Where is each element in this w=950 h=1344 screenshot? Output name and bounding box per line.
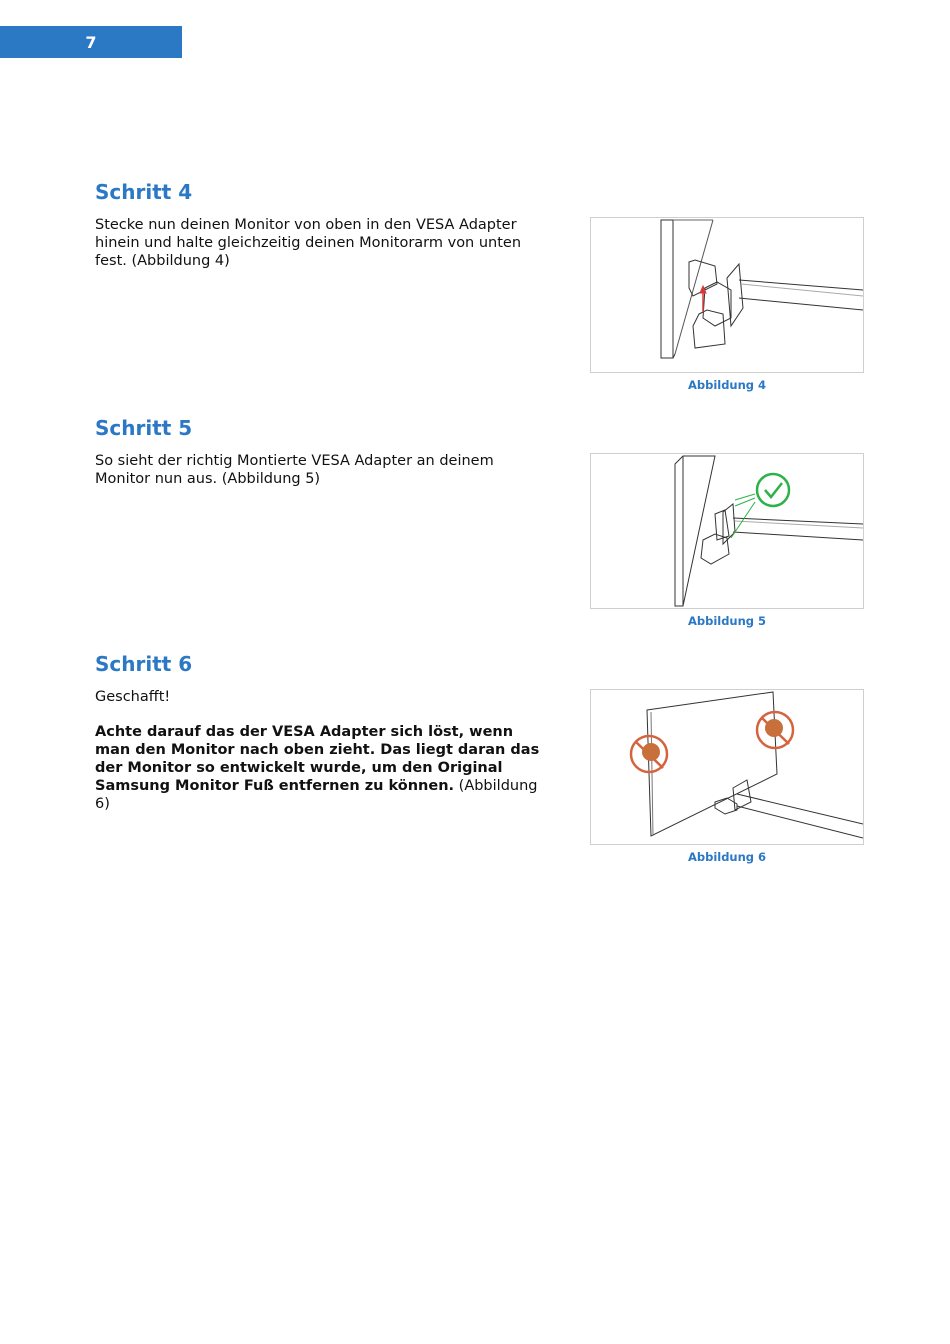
step-6-warning-bold: Achte darauf das der VESA Adapter sich löst, wenn man den Monitor nach oben zieht. Das liegt daran das der Monitor so entwickelt wurde, um den Original Samsung Monitor Fuß entfernen zu können.	[95, 724, 540, 794]
step-4-section	[95, 180, 875, 392]
step-5-paragraph: So sieht der richtig Montierte VESA Adapter an deinem Monitor nun aus. (Abbildung 5)	[95, 453, 494, 487]
step-4-text	[95, 216, 545, 287]
figure-5-caption: Abbildung 5	[687, 614, 767, 628]
step-6-title: Schritt 6	[95, 652, 193, 676]
figure-4-illustration	[590, 217, 864, 373]
figure-6-caption: Abbildung 6	[687, 850, 767, 864]
step-6-section	[95, 652, 875, 864]
step-6-warning-reference: (Abbildung 6)	[95, 778, 538, 812]
figure-5-illustration	[590, 453, 864, 609]
page-number: 7	[85, 32, 97, 52]
page-number-tab	[0, 26, 182, 58]
step-6-intro: Geschafft!	[95, 689, 171, 705]
figure-4-caption: Abbildung 4	[687, 378, 767, 392]
step-5-title: Schritt 5	[95, 416, 193, 440]
step-5-text	[95, 452, 545, 505]
figure-6-illustration	[590, 689, 864, 845]
step-6-text	[95, 688, 545, 830]
step-6-warning	[95, 723, 545, 813]
step-5-section	[95, 416, 875, 628]
step-4-paragraph: Stecke nun deinen Monitor von oben in den VESA Adapter hinein und halte gleichzeitig deinen Monitorarm von unten fest. (Abbildung 4)	[95, 217, 522, 269]
step-4-title: Schritt 4	[95, 180, 193, 204]
